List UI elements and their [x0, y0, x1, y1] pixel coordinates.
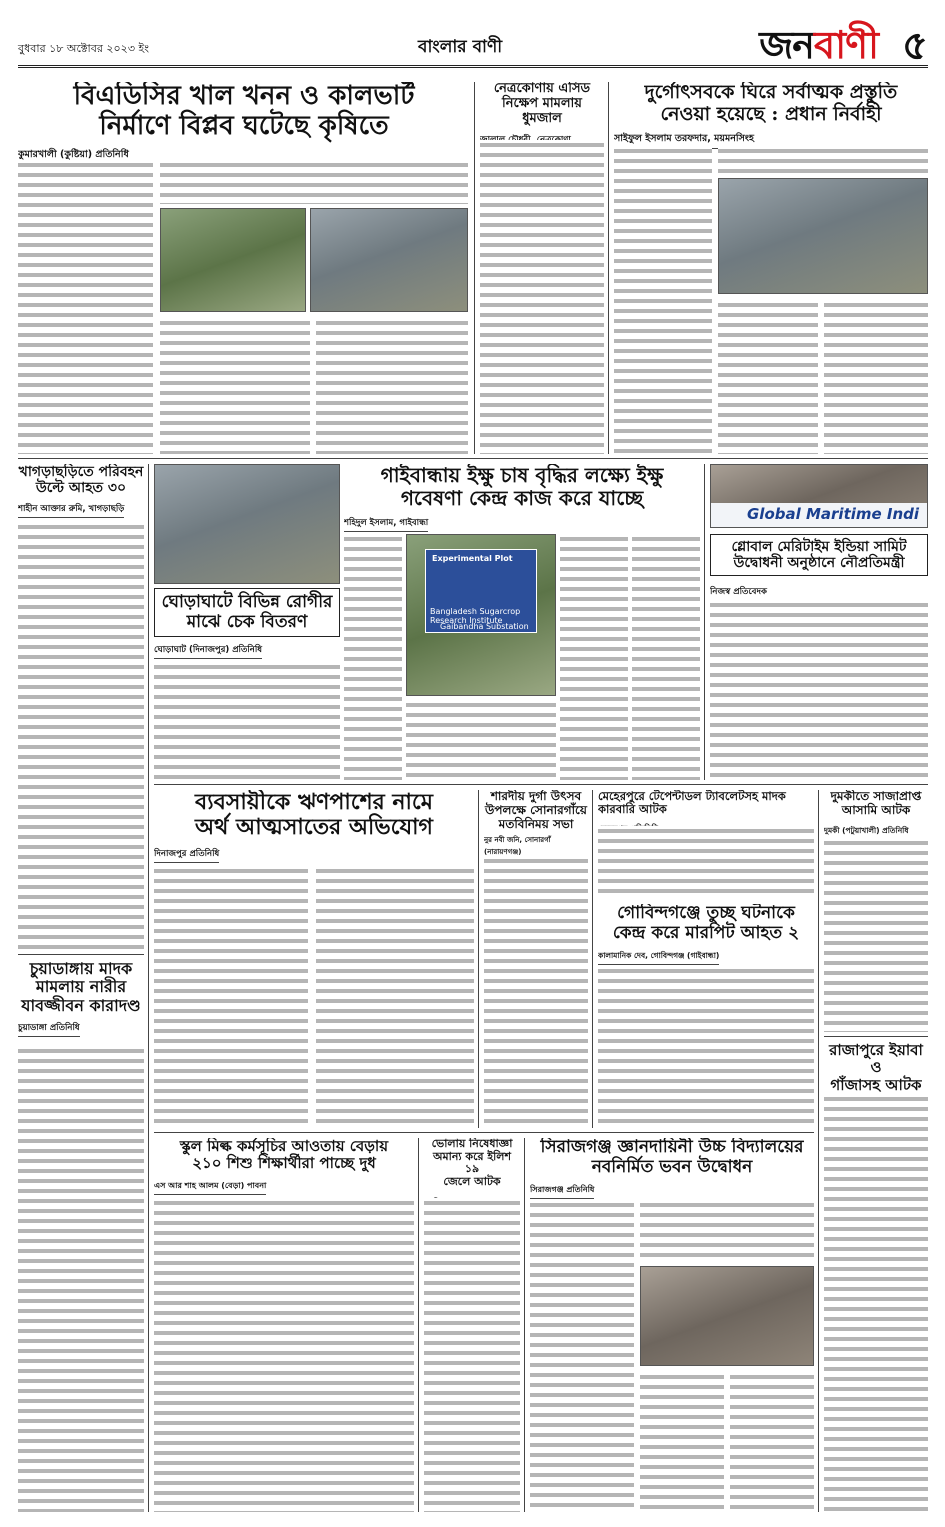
article-headline-line2: উদ্বোধনী অনুষ্ঠানে নৌপ্রতিমন্ত্রী	[733, 555, 905, 572]
article-byline: সিরাজগঞ্জ প্রতিনিধি	[530, 1184, 594, 1199]
row-rule	[18, 954, 144, 955]
article-sonargaon	[484, 790, 588, 1128]
article-body-text	[730, 1372, 814, 1512]
newspaper-logo	[759, 16, 878, 80]
column-rule	[148, 464, 149, 1512]
article-body-text	[824, 300, 928, 454]
article-body-text	[614, 146, 712, 454]
row-rule	[154, 784, 928, 785]
article-body-text	[484, 856, 588, 1128]
article-body-text	[154, 866, 308, 1128]
article-sirajganj	[530, 1138, 814, 1512]
article-byline: এস আর শাহ আলম (বেড়া) পাবনা	[154, 1180, 266, 1195]
article-headline-line2: গবেষণা কেন্দ্র কাজ করে যাচ্ছে	[400, 486, 644, 510]
article-photo-officials	[310, 208, 468, 312]
issue-date: বুধবার ১৮ অক্টোবর ২০২৩ ইং	[18, 42, 149, 55]
article-headline-line3: যাবজ্জীবন কারাদণ্ড	[21, 995, 141, 1015]
article-headline-line1: বিএডিসির খাল খনন ও কালভার্ট	[73, 82, 415, 111]
article-body-text	[824, 1094, 928, 1512]
article-body-text	[560, 534, 628, 780]
article-headline-line1: খাগড়াছড়িতে পরিবহন	[18, 464, 144, 480]
article-headline-line2: নিক্ষেপ মামলায় ধুমজাল	[502, 95, 582, 126]
article-headline-line3: মতবিনিময় সভা	[498, 816, 574, 831]
column-rule	[474, 82, 475, 454]
article-headline-line1: ঘোড়াঘাটে বিভিন্ন রোগীর	[161, 592, 333, 612]
article-khagrachari	[18, 464, 144, 950]
research-signboard	[425, 549, 537, 633]
row-rule	[18, 458, 928, 459]
article-photo-canal	[160, 208, 306, 312]
article-headline: মেহেরপুরে টেপেন্টাডল ট্যাবলেটসহ মাদক কারবারি আটক	[598, 790, 786, 817]
article-headline-line2: মাঝে চেক বিতরণ	[186, 611, 308, 632]
article-byline: সাইফুল ইসলাম তরফদার, ময়মনসিংহ	[614, 132, 754, 149]
article-bdc-canal	[18, 82, 470, 454]
article-body-text	[154, 662, 340, 780]
article-headline-line3: জেলে আটক	[443, 1174, 501, 1188]
article-headline-line1: শারদীয় দুর্গা উৎসব	[490, 790, 582, 803]
article-headline-line2: মামলায় নারীর	[35, 977, 127, 997]
logo-part-2: বাণী	[813, 23, 878, 67]
article-byline: চুয়াডাঙ্গা প্রতিনিধি	[18, 1021, 80, 1037]
article-headline-line2: কেন্দ্র করে মারপিট আহত ২	[612, 922, 800, 943]
article-byline: দুমকী (পটুয়াখালী) প্রতিনিধি	[824, 826, 909, 840]
article-headline-line2: অমান্য করে ইলিশ ১৯	[433, 1149, 511, 1176]
article-body-text	[598, 826, 814, 898]
article-byline: কুমারখালী (কুষ্টিয়া) প্রতিনিধি	[18, 148, 129, 165]
article-body-text	[18, 1046, 144, 1512]
article-body-text	[316, 318, 468, 454]
article-sajapur	[824, 790, 928, 1032]
article-byline: শহিদুল ইসলাম, গাইবান্ধা	[344, 516, 428, 532]
article-business-loan	[154, 790, 474, 1128]
article-headline-line1: দুর্গোৎসবকে ঘিরে সর্বাত্মক প্রস্তুতি	[644, 82, 898, 103]
masthead	[18, 10, 928, 68]
summit-banner-text: Global Maritime Indi	[747, 505, 920, 523]
row-rule	[824, 1036, 928, 1037]
column-rule	[818, 790, 819, 1512]
article-headline-line2: নেওয়া হয়েছে : প্রধান নির্বাহী	[660, 102, 882, 125]
article-body-text	[718, 146, 928, 174]
article-body-text	[824, 838, 928, 1032]
article-body-text	[316, 866, 474, 1128]
article-headline-line1: স্কুল মিল্ক কর্মসূচির আওতায় বেড়ায়	[179, 1138, 389, 1155]
article-byline: শাহীন আক্তার রুমি, খাগড়াছড়ি	[18, 502, 124, 518]
article-body-text	[160, 160, 468, 204]
article-netrokona	[480, 82, 604, 454]
article-bhola	[424, 1138, 520, 1512]
article-chuadanga	[18, 960, 144, 1512]
article-byline: নিজস্ব প্রতিবেদক	[710, 585, 767, 601]
article-headline-line1: সিরাজগঞ্জ জ্ঞানদায়িনী উচ্চ বিদ্যালয়ের	[540, 1138, 804, 1157]
column-rule	[592, 790, 593, 1128]
row-rule	[154, 1132, 814, 1133]
article-headline-line2: উল্টে আহত ৩০	[35, 480, 127, 497]
signboard-station: Gaibandha Substation	[440, 622, 529, 631]
column-rule	[608, 82, 609, 454]
article-byline: ঘোড়াঘাট (দিনাজপুর) প্রতিনিধি	[154, 643, 262, 659]
article-headline-line1: গ্লোবাল মেরিটাইম ইন্ডিয়া সামিট	[731, 539, 907, 555]
article-rajapur	[824, 1042, 928, 1512]
article-headline-line2: অর্থ আত্মসাতের অভিযোগ	[195, 814, 433, 841]
article-headline-line2: উপলক্ষে সোনারগাঁয়ে	[485, 802, 587, 817]
logo-part-1: জন	[759, 23, 814, 67]
article-headline-line2: ২১০ শিশু শিক্ষার্থীরা পাচ্ছে দুধ	[192, 1154, 376, 1173]
article-photo-inauguration	[640, 1266, 814, 1366]
article-ghoraghat	[154, 588, 340, 780]
summit-banner	[711, 503, 927, 527]
column-rule	[524, 1138, 525, 1512]
article-body-text	[640, 1372, 724, 1512]
signboard-title: Experimental Plot	[432, 554, 513, 563]
article-headline-line1: রাজাপুরে ইয়াবা ও	[829, 1042, 923, 1077]
article-body-text	[344, 534, 402, 780]
article-headline-line1: গাইবান্ধায় ইক্ষু চাষ বৃদ্ধির লক্ষ্যে ইক্ষু	[380, 464, 664, 487]
article-body-text	[18, 160, 153, 454]
article-durgotsob-prep	[614, 82, 928, 454]
headline-box	[710, 534, 928, 576]
article-photo-maritime-summit	[710, 464, 928, 528]
article-body-text	[640, 1200, 814, 1262]
article-body-text	[598, 966, 814, 1128]
headline-box	[154, 588, 340, 637]
article-headline-line1: চুয়াডাঙ্গায় মাদক	[29, 960, 133, 978]
article-body-text	[154, 1198, 414, 1512]
article-maritime	[710, 464, 928, 780]
article-body-text	[406, 700, 556, 780]
article-headline-line1: ব্যবসায়ীকে ঋণপাশের নামে	[195, 790, 433, 815]
article-headline-line1: নেত্রকোণায় এসিড	[493, 82, 591, 96]
article-body-text	[424, 1198, 520, 1512]
article-headline-line2: নির্মাণে বিপ্লব ঘটেছে কৃষিতে	[99, 110, 389, 141]
article-body-text	[160, 318, 310, 454]
article-body-text	[18, 522, 144, 950]
article-meherpur	[598, 790, 814, 898]
section-title: বাংলার বাণী	[418, 37, 503, 57]
article-gaibandha-sugarcane	[344, 464, 700, 780]
article-headline-line1: দুমকীতে সাজাপ্রাপ্ত	[830, 790, 922, 803]
article-photo-sugarcane-field	[406, 534, 556, 696]
article-headline-line1: গোবিন্দগঞ্জে তুচ্ছ ঘটনাকে	[617, 904, 795, 923]
article-body-text	[530, 1200, 634, 1512]
article-body-text	[632, 534, 700, 780]
article-body-text	[480, 140, 604, 454]
article-gobindaganj	[598, 904, 814, 1128]
article-photo-cheque-distribution	[154, 464, 340, 584]
column-rule	[478, 790, 479, 1128]
article-byline: দিনাজপুর প্রতিনিধি	[154, 847, 219, 863]
article-headline-line2: নবনির্মিত ভবন উদ্বোধন	[591, 1156, 753, 1177]
column-rule	[418, 1138, 419, 1512]
column-rule	[704, 464, 705, 780]
article-photo-officials-visit	[718, 178, 928, 294]
article-body-text	[710, 600, 928, 780]
signboard-institute: Bangladesh Sugarcrop Research Institute	[430, 607, 521, 625]
article-byline: নুর নবী জনি, সোনারগাঁ (নারায়ণগঞ্জ)	[484, 834, 588, 860]
article-byline: কালামানিক দেব, গোবিন্দগঞ্জ (গাইবান্ধা)	[598, 951, 719, 965]
article-school-milk	[154, 1138, 414, 1512]
article-body-text	[718, 300, 818, 454]
article-headline-line2: আসামি আটক	[841, 802, 911, 817]
page-number: ৫	[902, 23, 928, 69]
article-headline-line2: গাঁজাসহ আটক	[830, 1075, 922, 1094]
article-headline-line1: ভোলায় নিষেধাজ্ঞা	[431, 1138, 513, 1150]
